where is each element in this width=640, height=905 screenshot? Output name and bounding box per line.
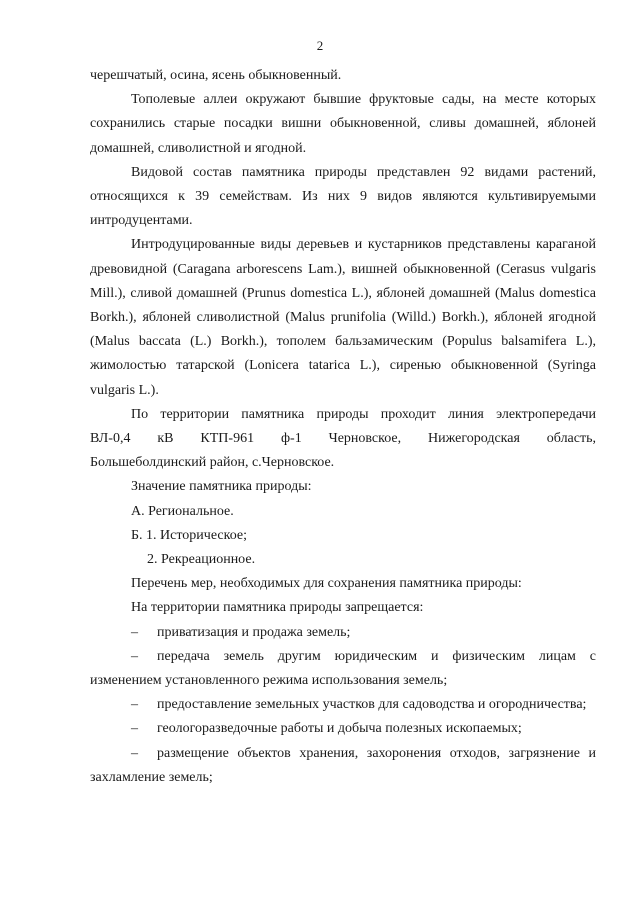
paragraph-measures-heading: Перечень мер, необходимых для сохранения памятника природы: xyxy=(131,576,522,592)
power-line-line-3: Большеболдинский район, с.Черновское. xyxy=(90,455,335,471)
list-item-text: размещение объектов хранения, захоронения отходов, загрязнение и захламление земель; xyxy=(90,745,596,785)
paragraph-species-composition: Видовой состав памятника природы представлен 92 видами растений, относящихся к 39 семействам. Из них 9 видов являются культивируемыми интродуцентами. xyxy=(90,164,596,229)
paragraph-continuation: черешчатый, осина, ясень обыкновенный. xyxy=(90,68,342,83)
list-item xyxy=(90,693,596,717)
significance-recreational: 2. Рекреационное. xyxy=(147,552,256,568)
list-dash: – xyxy=(131,745,138,761)
list-item-text: передача земель другим юридическим и физическим лицам с изменением установленного режима использования земель; xyxy=(90,648,596,689)
list-item-text: предоставление земельных участков для садоводства и огородничества; xyxy=(157,697,587,713)
significance-regional: А. Региональное. xyxy=(131,503,234,519)
paragraph-poplar-alleys: Тополевые аллеи окружают бывшие фруктовые сады, на месте которых сохранились старые посадки вишни обыкновенной, сливы домашней, яблоней домашней, сливолистной и ягодной. xyxy=(90,92,596,156)
list-item xyxy=(90,621,596,645)
power-line-line-2: ВЛ-0,4 кВ КТП-961 ф-1 Черновское, Нижегородская область, xyxy=(90,431,596,447)
list-dash: – xyxy=(131,697,138,713)
list-item-text: приватизация и продажа земель; xyxy=(157,624,351,640)
list-dash: – xyxy=(131,721,138,737)
document-body xyxy=(90,64,596,790)
list-item xyxy=(90,645,596,693)
list-item-text: геологоразведочные работы и добыча полезных ископаемых; xyxy=(157,721,522,737)
list-dash: – xyxy=(131,624,138,640)
power-line-line-1: По территории памятника природы проходит линия электропередачи xyxy=(131,406,596,422)
page-number: 2 xyxy=(316,38,324,53)
list-dash: – xyxy=(131,648,138,664)
list-item xyxy=(90,742,596,790)
paragraph-introduced-species: Интродуцированные виды деревьев и кустарников представлены караганой древовидной (Caragana arborescens Lam.), вишней обыкновенной (Cerasus vulgaris Mill.), сливой домашней (Prunus domestica L.), яблоней домашней (Malus domestica Borkh.), яблоней сливолистной (Malus prunifolia (Willd.) Borkh.), яблоней ягодной (Malus baccata (L.) Borkh.), тополем бальзамическим (Populus balsamifera L.), жимолостью татарской (Lonicera tatarica L.), сиренью обыкновенной (Syringa vulgaris L.). xyxy=(90,237,596,398)
paragraph-prohibited-heading: На территории памятника природы запрещается: xyxy=(131,600,424,616)
significance-historical: Б. 1. Историческое; xyxy=(131,527,247,543)
paragraph-significance-heading: Значение памятника природы: xyxy=(131,479,312,495)
paragraph-power-line xyxy=(90,403,596,476)
list-item xyxy=(90,717,596,741)
